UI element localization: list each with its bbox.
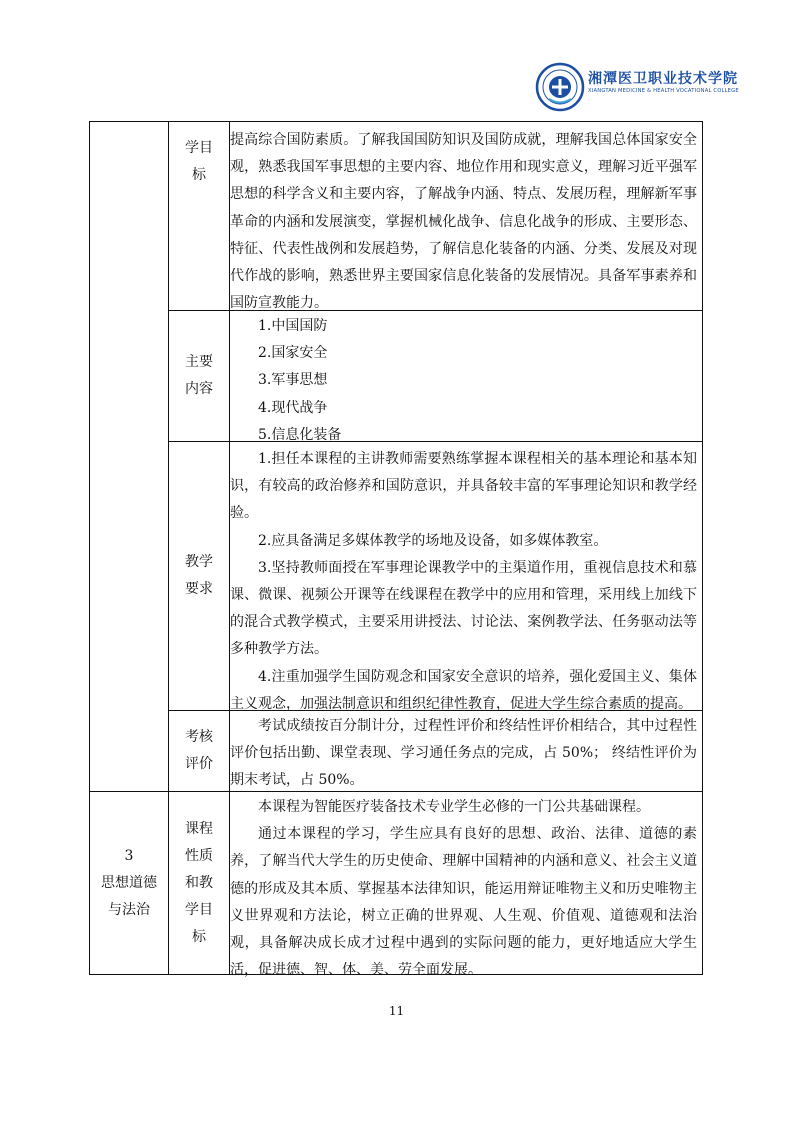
content-item: 1.中国国防 <box>258 318 328 334</box>
assessment-content <box>230 713 697 795</box>
assessment-text: 考试成绩按百分制计分，过程性评价和终结性评价相结合，其中过程性评价包括出勤、课堂表现、学习通任务点的完成，占 50%； 终结性评价为期末考试，占 50%。 <box>230 718 697 789</box>
teaching-paragraph: 2.应具备满足多媒体教学的场地及设备，如多媒体教室。 <box>258 532 608 549</box>
objectives-text: 提高综合国防素质。了解我国国防知识及国防成就，理解我国总体国家安全观，熟悉我国军事思想的主要内容、地位作用和现实意义，理解习近平强军思想的科学含义和主要内容，了解战争内涵、特点、发展历程，理解新军事革命的内涵和发展演变，掌握机械化战争、信息化战争的形成、主要形态、特征、代表性战例和发展趋势，了解信息化装备的内涵、分类、发展及对现代作战的影响，熟悉世界主要国家信息化装备的发展情况。具备军事素养和国防宣教能力。 <box>230 132 697 312</box>
course-3-name <box>90 792 168 975</box>
objectives-label-line1: 学目 <box>185 140 213 156</box>
college-seal-icon <box>535 62 585 112</box>
teaching-label-line1: 教学 <box>185 554 213 570</box>
assessment-label-line1: 考核 <box>185 729 213 745</box>
content-item: 5.信息化装备 <box>258 426 342 443</box>
content-label-line1: 主要 <box>185 354 213 370</box>
content-item: 3.军事思想 <box>258 372 328 389</box>
content-list <box>258 313 688 449</box>
course-3-label-line4: 学目 <box>185 902 213 918</box>
objectives-label <box>169 122 229 202</box>
teaching-paragraph: 3.坚持教师面授在军事理论课教学中的主渠道作用，重视信息技术和慕课、微课、视频公开课等在线课程在教学中的应用和管理，采用线上加线下的混合式教学模式，主要采用讲授法、讨论法、案例教学法、任务驱动法等多种教学方法。 <box>230 559 697 658</box>
teaching-label <box>169 442 229 710</box>
course-3-name-line1: 思想道德 <box>101 875 157 891</box>
course-3-content <box>230 794 697 984</box>
content-label <box>169 311 229 441</box>
teaching-label-line2: 要求 <box>185 581 213 597</box>
course-3-paragraph: 本课程为智能医疗装备技术专业学生必修的一门公共基础课程。 <box>258 799 650 815</box>
college-name-en: XIANGTAN MEDICINE & HEALTH VOCATIONAL COLLEGE <box>588 88 739 94</box>
objectives-content <box>230 127 697 317</box>
teaching-content <box>230 446 697 718</box>
college-logo <box>535 62 765 112</box>
page-number: 11 <box>388 1004 405 1018</box>
teaching-paragraph: 1.担任本课程的主讲教师需要熟练掌握本课程相关的基本理论和基本知识，有较高的政治修养和国防意识，并具备较丰富的军事理论知识和教学经验。 <box>230 451 697 522</box>
course-3-label-line5: 标 <box>192 929 206 945</box>
content-item: 2.国家安全 <box>258 345 328 362</box>
assessment-label <box>169 711 229 791</box>
content-label-line2: 内容 <box>185 381 213 397</box>
course-3-name-line2: 与法治 <box>108 902 150 918</box>
course-3-label-line3: 和教 <box>185 875 213 891</box>
course-3-number: 3 <box>124 848 134 864</box>
course-3-label <box>169 792 229 975</box>
college-name-cn: 湘潭医卫职业技术学院 <box>588 71 738 87</box>
course-3-label-line1: 课程 <box>185 821 213 837</box>
teaching-paragraph: 4.注重加强学生国防观念和国家安全意识的培养，强化爱国主义、集体主义观念，加强法制意识和组织纪律性教育，促进大学生综合素质的提高。 <box>230 668 697 712</box>
course-3-paragraph: 通过本课程的学习，学生应具有良好的思想、政治、法律、道德的素养，了解当代大学生的历史使命、理解中国精神的内涵和意义、社会主义道德的形成及其本质、掌握基本法律知识，能运用辩证唯物主义和历史唯物主义世界观和方法论，树立正确的世界观、人生观、价值观、道德观和法治观，具备解决成长成才过程中遇到的实际问题的能力，更好地适应大学生活，促进德、智、体、美、劳全面发展。 <box>230 826 697 979</box>
objectives-label-line2: 标 <box>192 167 206 183</box>
content-item: 4.现代战争 <box>258 399 328 416</box>
assessment-label-line2: 评价 <box>185 756 213 772</box>
course-3-label-line2: 性质 <box>185 848 213 864</box>
